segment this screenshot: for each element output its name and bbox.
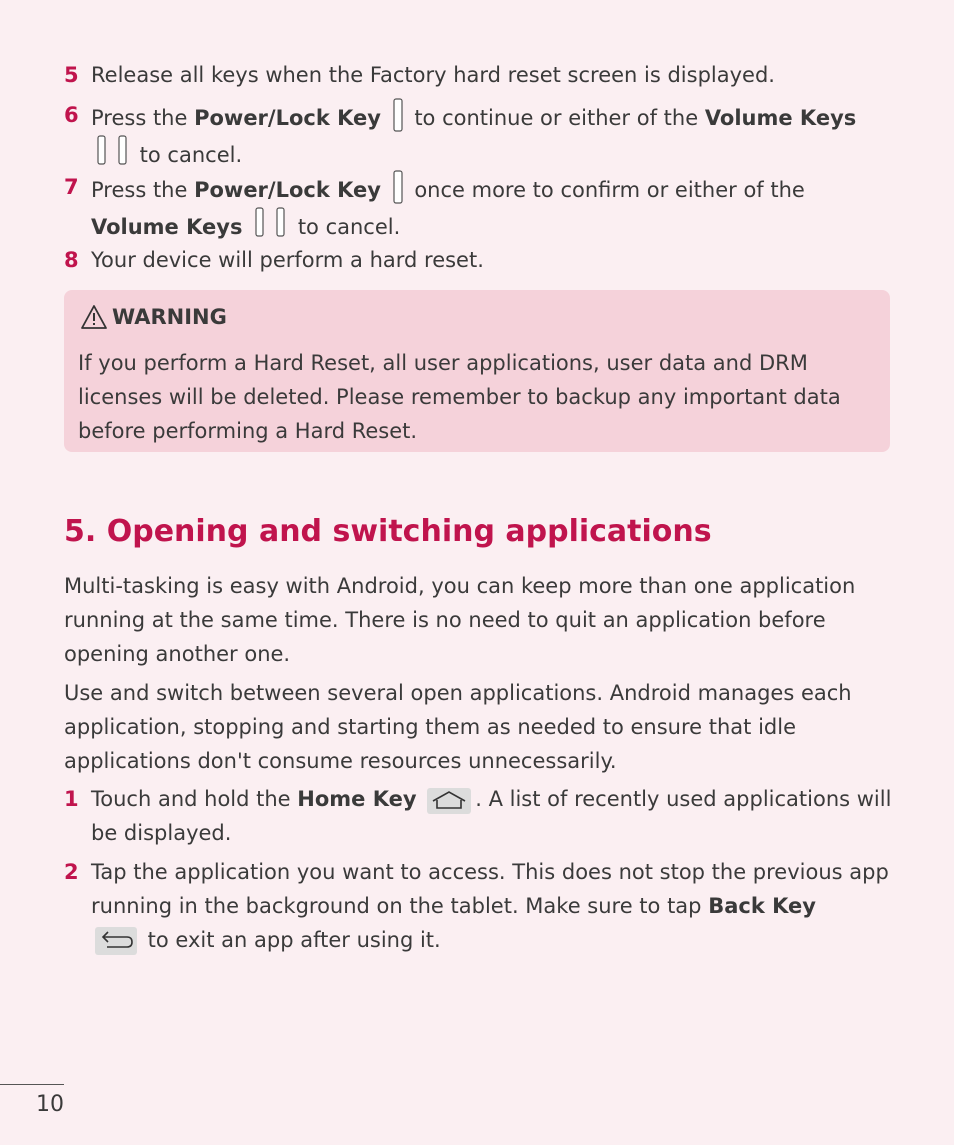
step-text: Touch and hold the [91,787,298,811]
warning-triangle-icon [80,304,108,330]
section-title: 5. Opening and switching applications [64,514,712,549]
warning-text: If you perform a Hard Reset, all user applications, user data and DRM licenses will be deleted. Please remember to backup any important data before performing a Hard Reset. [78,351,841,443]
step-6 [64,98,894,172]
key-name: Home Key [297,787,417,811]
step-text: to cancel. [133,143,243,167]
step-2 [64,855,894,957]
step-number: 1 [64,787,79,811]
warning-title: WARNING [112,305,227,329]
volume-key-icon [95,135,129,169]
key-name: Volume Keys [704,106,857,130]
step-text: . A list of recently used applications will be displayed. [91,787,892,845]
step-text: Your device will perform a hard reset. [91,248,484,272]
paragraph-multitasking: Multi-tasking is easy with Android, you can keep more than one application running at the same time. There is no need to quit an application before opening another one. [64,574,856,666]
warning-box [64,290,890,452]
power-lock-key-icon [392,98,404,132]
key-name: Power/Lock Key [194,178,381,202]
page-number: 10 [36,1092,64,1117]
warning-heading [80,304,227,330]
step-number: 7 [64,175,79,199]
step-text: to cancel. [291,215,401,239]
step-text: Press the [91,106,195,130]
step-8 [64,243,894,277]
key-name: Power/Lock Key [194,106,381,130]
step-number: 5 [64,63,79,87]
step-text: once more to confirm or either of the [407,178,805,202]
power-lock-key-icon [392,170,404,204]
step-text: to exit an app after using it. [141,928,441,952]
key-name: Back Key [708,894,816,918]
step-number: 2 [64,860,79,884]
back-key-icon [95,927,137,955]
page-divider [0,1084,64,1085]
step-number: 8 [64,248,79,272]
step-text: Release all keys when the Factory hard reset screen is displayed. [91,63,775,87]
home-key-icon [427,788,471,814]
step-number: 6 [64,103,79,127]
step-text: to continue or either of the [407,106,705,130]
key-name: Volume Keys [91,215,243,239]
step-7 [64,170,894,244]
step-1 [64,782,894,850]
paragraph-switching: Use and switch between several open applications. Android manages each application, stopping and starting them as needed to ensure that idle applications don't consume resources unnecessarily. [64,681,852,773]
volume-key-icon [253,207,287,241]
step-5 [64,58,894,92]
step-text: Press the [91,178,195,202]
step-text: Tap the application you want to access. This does not stop the previous app running in the background on the tablet. Make sure to tap [91,860,889,918]
